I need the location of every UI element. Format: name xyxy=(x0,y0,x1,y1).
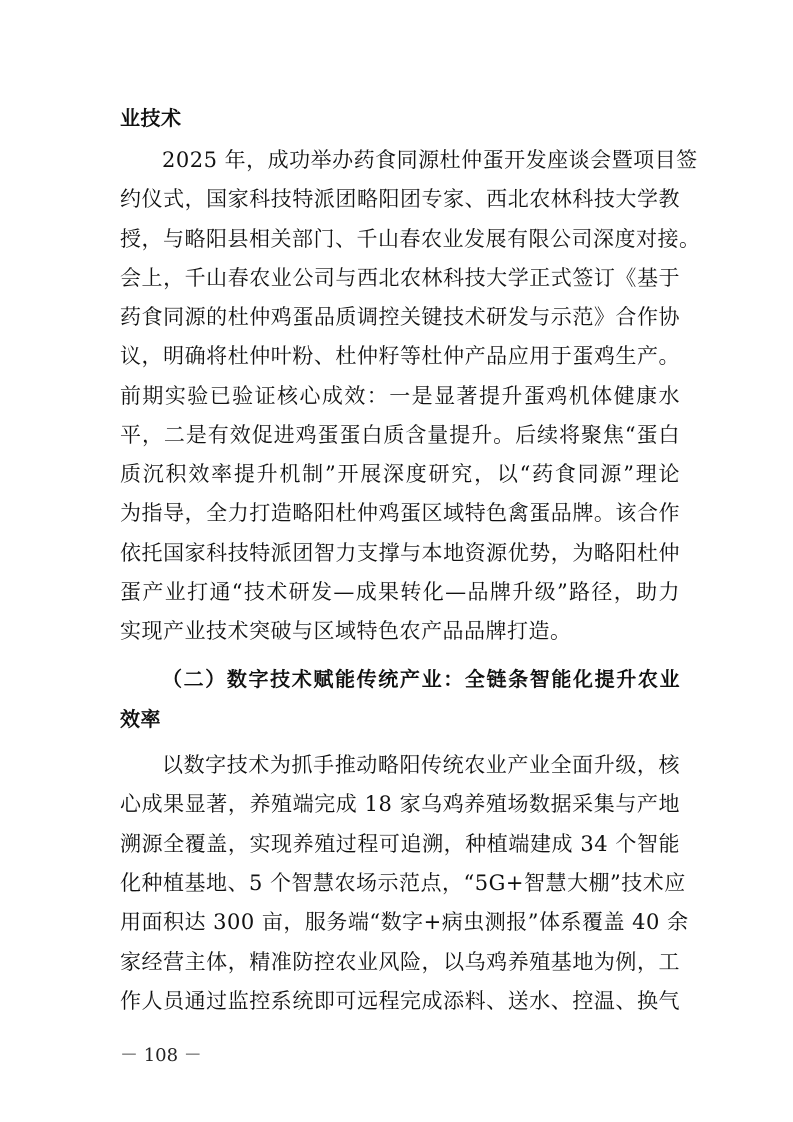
paragraph-1-line: 为指导，全力打造略阳杜仲鸡蛋区域特色禽蛋品牌。该合作 xyxy=(120,501,680,525)
paragraph-2-line: 以数字技术为抓手推动略阳传统农业产业全面升级，核 xyxy=(162,753,680,777)
paragraph-1-line: 约仪式，国家科技特派团略阳团专家、西北农林科技大学教 xyxy=(120,187,680,211)
paragraph-2-line: 家经营主体，精准防控农业风险，以乌鸡养殖基地为例，工 xyxy=(120,950,680,974)
paragraph-1-line: 前期实验已验证核心成效：一是显著提升蛋鸡机体健康水 xyxy=(120,384,680,408)
paragraph-2-line: 用面积达 300 亩，服务端“数字+病虫测报”体系覆盖 40 余 xyxy=(120,910,689,934)
paragraph-1-line: 平，二是有效促进鸡蛋蛋白质含量提升。后续将聚焦“蛋白 xyxy=(120,423,680,447)
section-heading-continued: 效率 xyxy=(120,707,161,731)
paragraph-1-line: 蛋产业打通“技术研发—成果转化—品牌升级”路径，助力 xyxy=(120,580,680,604)
paragraph-1-line: 依托国家科技特派团智力支撑与本地资源优势，为略阳杜仲 xyxy=(120,541,680,565)
paragraph-2-line: 化种植基地、5 个智慧农场示范点，“5G+智慧大棚”技术应 xyxy=(120,871,686,895)
paragraph-1-line: 授，与略阳县相关部门、千山春农业发展有限公司深度对接。 xyxy=(120,227,701,251)
paragraph-2-line: 溯源全覆盖，实现养殖过程可追溯，种植端建成 34 个智能 xyxy=(120,832,680,856)
paragraph-1-line: 2025 年，成功举办药食同源杜仲蛋开发座谈会暨项目签 xyxy=(162,148,698,172)
section-heading: （二）数字技术赋能传统产业：全链条智能化提升农业 xyxy=(162,667,680,691)
paragraph-2-line: 心成果显著，养殖端完成 18 家乌鸡养殖场数据采集与产地 xyxy=(120,792,680,816)
paragraph-1-line: 实现产业技术突破与区域特色农产品品牌打造。 xyxy=(120,619,572,643)
paragraph-2-line: 作人员通过监控系统即可远程完成添料、送水、控温、换气 xyxy=(120,989,680,1013)
page-number: － 108 － xyxy=(120,1045,202,1066)
paragraph-1-line: 质沉积效率提升机制”开展深度研究，以“药食同源”理论 xyxy=(120,462,680,486)
paragraph-1-line: 会上，千山春农业公司与西北农林科技大学正式签订《基于 xyxy=(120,266,680,290)
paragraph-1-line: 药食同源的杜仲鸡蛋品质调控关键技术研发与示范》合作协 xyxy=(120,305,680,329)
continued-heading: 业技术 xyxy=(120,106,182,130)
paragraph-1-line: 议，明确将杜仲叶粉、杜仲籽等杜仲产品应用于蛋鸡生产。 xyxy=(120,344,680,368)
